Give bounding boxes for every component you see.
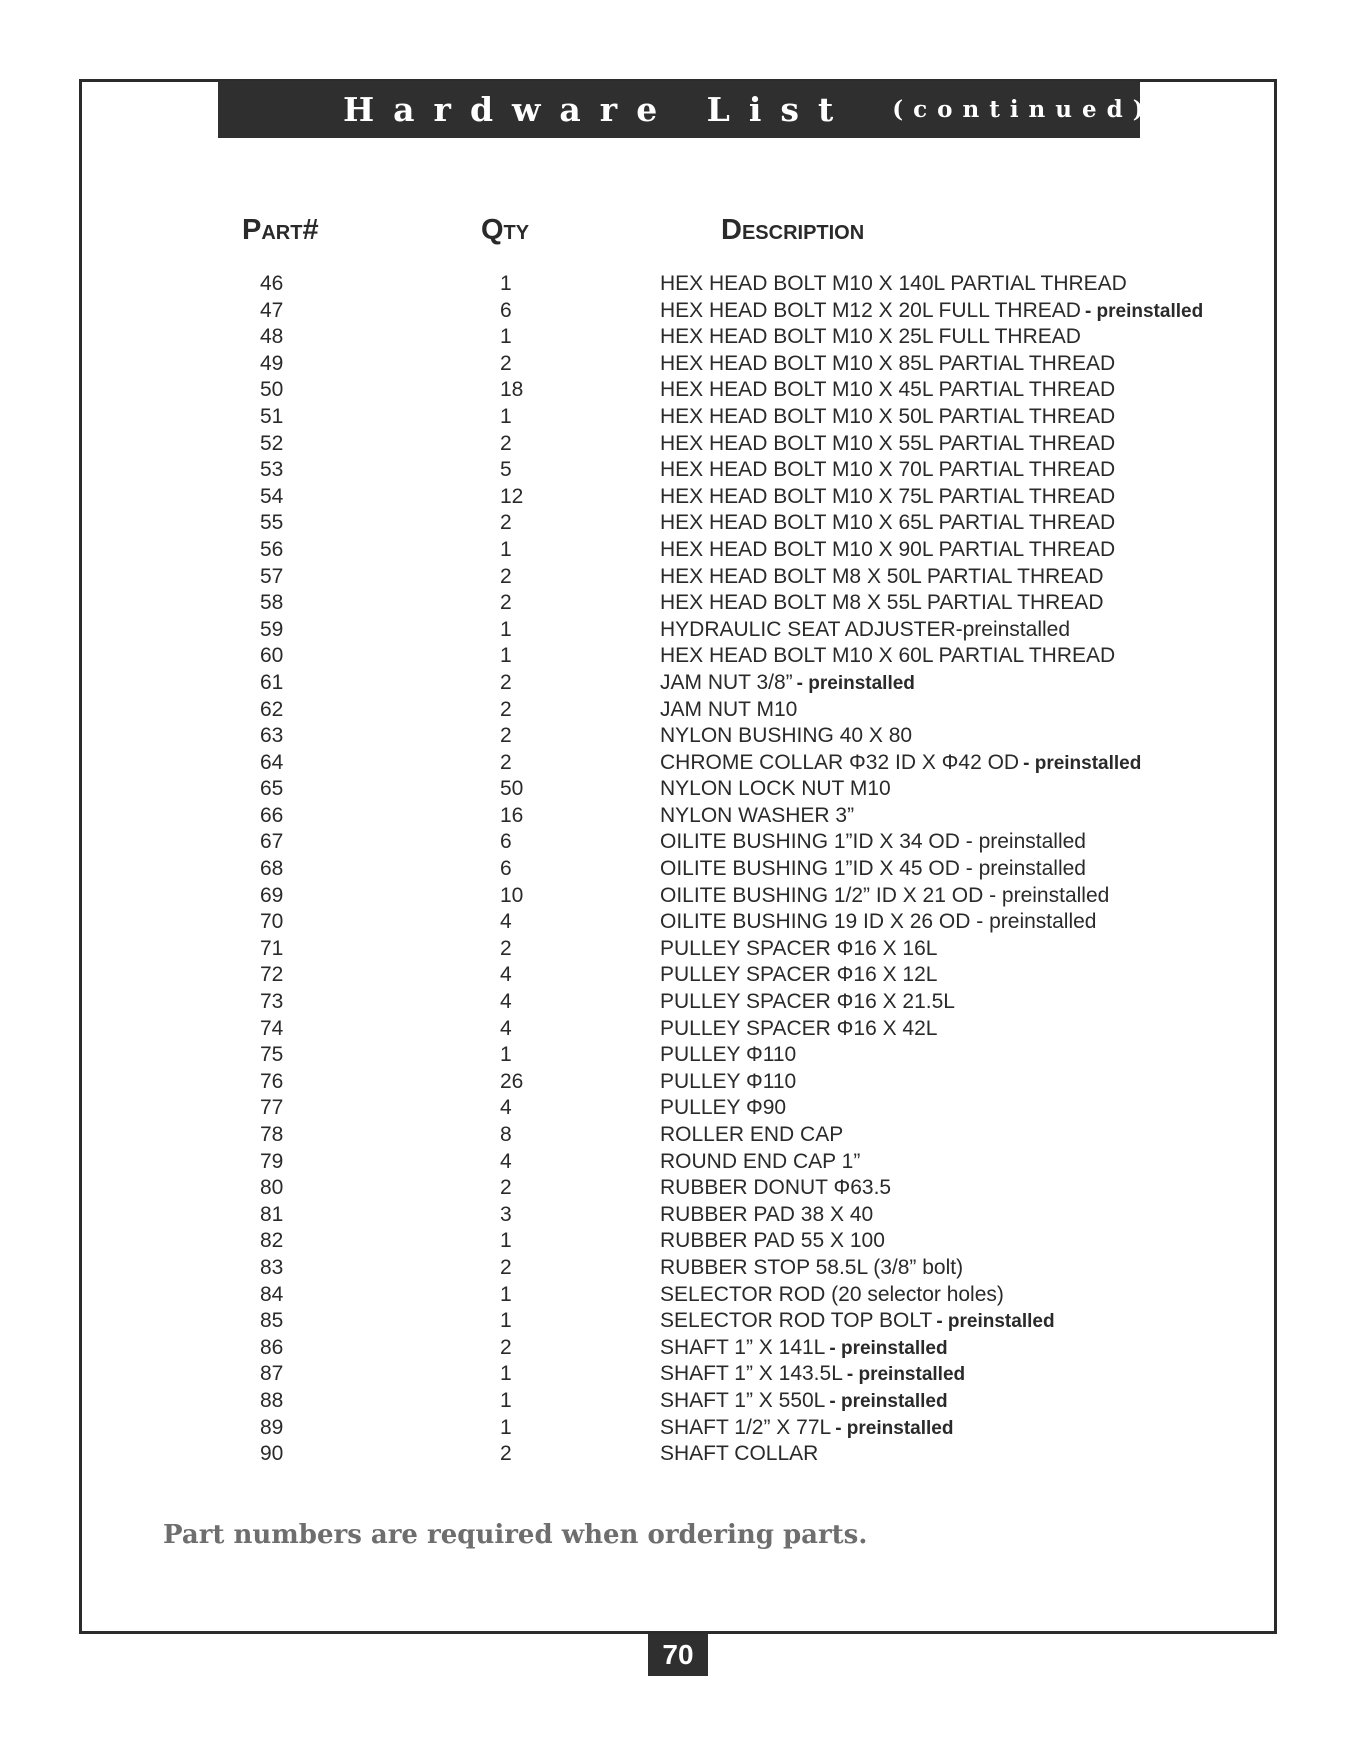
table-row	[0, 829, 1361, 856]
table-row	[0, 1122, 1361, 1149]
description-text: SHAFT 1” X 143.5L	[660, 1362, 843, 1386]
description	[660, 1122, 843, 1149]
part-number: 49	[260, 351, 284, 375]
description	[660, 909, 1097, 936]
part-number: 77	[260, 1096, 284, 1120]
part-number: 79	[260, 1149, 284, 1173]
preinstalled-note: - preinstalled	[829, 1337, 948, 1359]
description	[660, 1202, 873, 1229]
quantity: 2	[500, 724, 512, 748]
quantity: 1	[500, 1282, 512, 1306]
quantity: 4	[500, 990, 512, 1014]
description	[660, 510, 1115, 537]
page-title: Hardware List	[343, 90, 853, 129]
table-row	[0, 803, 1361, 830]
quantity: 2	[500, 1442, 512, 1466]
table-row	[0, 617, 1361, 644]
quantity: 2	[500, 1255, 512, 1279]
description-text: RUBBER PAD 38 X 40	[660, 1202, 874, 1226]
table-row	[0, 1149, 1361, 1176]
description-text: NYLON LOCK NUT M10	[660, 777, 891, 801]
description	[660, 962, 937, 989]
quantity: 16	[500, 803, 524, 827]
quantity: 2	[500, 564, 512, 588]
description	[660, 1149, 860, 1176]
part-number: 46	[260, 272, 284, 295]
description-text: ROUND END CAP 1”	[660, 1149, 861, 1173]
quantity: 1	[500, 1415, 512, 1439]
table-row	[0, 856, 1361, 883]
preinstalled-note: - preinstalled	[796, 672, 915, 694]
table-row	[0, 1441, 1361, 1468]
table-row	[0, 377, 1361, 404]
description	[660, 1388, 948, 1416]
description-text: NYLON BUSHING 40 X 80	[660, 724, 913, 748]
part-number: 57	[260, 564, 284, 588]
description	[660, 484, 1115, 511]
description-text: SHAFT 1” X 550L	[660, 1388, 826, 1412]
description-text: HEX HEAD BOLT M10 X 60L PARTIAL THREAD	[660, 644, 1116, 668]
part-number: 78	[260, 1123, 284, 1146]
description-text: HEX HEAD BOLT M8 X 55L PARTIAL THREAD	[660, 591, 1104, 615]
description-text: CHROME COLLAR Φ32 ID X Φ42 OD	[660, 750, 1020, 774]
quantity: 4	[500, 963, 512, 987]
quantity: 50	[500, 777, 524, 801]
description-text: HEX HEAD BOLT M10 X 85L PARTIAL THREAD	[660, 351, 1116, 375]
description-text: OILITE BUSHING 19 ID X 26 OD - preinstalled	[660, 910, 1097, 934]
description-text: OILITE BUSHING 1”ID X 45 OD - preinstalled	[660, 857, 1086, 881]
table-row	[0, 1361, 1361, 1388]
part-number: 73	[260, 990, 284, 1014]
preinstalled-note: - preinstalled	[1084, 300, 1204, 322]
table-row	[0, 883, 1361, 910]
part-number: 62	[260, 697, 284, 721]
quantity: 3	[500, 1202, 512, 1226]
part-number: 70	[260, 910, 284, 934]
part-number: 61	[260, 670, 284, 694]
description-text: RUBBER DONUT Φ63.5	[660, 1176, 892, 1200]
part-number: 84	[260, 1282, 284, 1306]
description-text: HEX HEAD BOLT M10 X 50L PARTIAL THREAD	[660, 404, 1116, 428]
description	[660, 271, 1127, 298]
quantity: 4	[500, 1149, 512, 1173]
table-row	[0, 1016, 1361, 1043]
quantity: 2	[500, 750, 512, 774]
description	[660, 298, 1203, 326]
description-text: OILITE BUSHING 1/2” ID X 21 OD - preinstalled	[660, 883, 1110, 907]
column-header-description: Description	[721, 214, 865, 246]
part-number: 80	[260, 1176, 284, 1200]
description	[660, 1308, 1055, 1336]
part-number: 60	[260, 644, 284, 668]
quantity: 2	[500, 511, 512, 535]
part-number: 71	[260, 936, 284, 960]
description	[660, 803, 854, 830]
description	[660, 723, 912, 750]
table-row	[0, 590, 1361, 617]
description	[660, 856, 1086, 883]
table-row	[0, 1255, 1361, 1282]
part-number: 65	[260, 777, 284, 801]
table-row	[0, 564, 1361, 591]
footnote: Part numbers are required when ordering parts.	[163, 1520, 868, 1550]
quantity: 4	[500, 1096, 512, 1120]
description-text: HEX HEAD BOLT M10 X 45L PARTIAL THREAD	[660, 378, 1116, 402]
description	[660, 989, 955, 1016]
description	[660, 643, 1115, 670]
preinstalled-note: - preinstalled	[936, 1311, 1055, 1333]
quantity: 1	[500, 644, 512, 668]
part-number: 66	[260, 803, 284, 827]
description	[660, 1175, 891, 1202]
page-subtitle: (continued)	[892, 96, 1154, 123]
description-text: PULLEY SPACER Φ16 X 16L	[660, 936, 938, 960]
description	[660, 564, 1103, 591]
description-text: HEX HEAD BOLT M10 X 90L PARTIAL THREAD	[660, 537, 1116, 561]
description-text: JAM NUT 3/8”	[660, 670, 793, 694]
description-text: HYDRAULIC SEAT ADJUSTER-preinstalled	[660, 617, 1071, 641]
part-number: 64	[260, 750, 284, 774]
table-row	[0, 1042, 1361, 1069]
table-row	[0, 431, 1361, 458]
table-row	[0, 776, 1361, 803]
description	[660, 404, 1115, 431]
part-number: 68	[260, 857, 284, 881]
description-text: PULLEY Φ110	[660, 1043, 797, 1067]
table-row	[0, 1095, 1361, 1122]
hardware-table	[0, 271, 1361, 1468]
quantity: 18	[500, 378, 524, 402]
part-number: 82	[260, 1229, 284, 1253]
description	[660, 1228, 885, 1255]
table-row	[0, 271, 1361, 298]
description-text: HEX HEAD BOLT M8 X 50L PARTIAL THREAD	[660, 564, 1104, 588]
table-row	[0, 1175, 1361, 1202]
description	[660, 590, 1103, 617]
description-text: NYLON WASHER 3”	[660, 803, 855, 827]
table-row	[0, 351, 1361, 378]
column-header-qty: Qty	[481, 214, 530, 246]
description-text: HEX HEAD BOLT M10 X 25L FULL THREAD	[660, 325, 1081, 349]
table-row	[0, 723, 1361, 750]
part-number: 74	[260, 1016, 284, 1040]
quantity: 1	[500, 1362, 512, 1386]
preinstalled-note: - preinstalled	[1023, 752, 1142, 774]
title-bar	[218, 81, 1154, 138]
quantity: 1	[500, 404, 512, 428]
part-number: 63	[260, 724, 284, 748]
description	[660, 1016, 937, 1043]
description-text: SHAFT 1” X 141L	[660, 1335, 826, 1359]
description	[660, 1441, 818, 1468]
quantity: 10	[500, 883, 524, 907]
description	[660, 351, 1115, 378]
table-row	[0, 1308, 1361, 1335]
quantity: 6	[500, 830, 512, 854]
part-number: 90	[260, 1442, 284, 1466]
description	[660, 1361, 965, 1389]
description	[660, 776, 891, 803]
part-number: 52	[260, 431, 284, 455]
description	[660, 750, 1141, 778]
description-text: PULLEY SPACER Φ16 X 42L	[660, 1016, 938, 1040]
part-number: 89	[260, 1415, 284, 1439]
description	[660, 670, 915, 698]
description-text: PULLEY Φ110	[660, 1069, 797, 1093]
table-row	[0, 298, 1361, 325]
quantity: 1	[500, 1229, 512, 1253]
table-row	[0, 670, 1361, 697]
table-row	[0, 1335, 1361, 1362]
column-header-part: Part#	[242, 214, 319, 246]
description	[660, 1095, 786, 1122]
quantity: 2	[500, 1335, 512, 1359]
part-number: 67	[260, 830, 284, 854]
part-number: 83	[260, 1255, 284, 1279]
description	[660, 537, 1115, 564]
table-row	[0, 457, 1361, 484]
part-number: 69	[260, 883, 284, 907]
description	[660, 697, 797, 724]
description-text: SHAFT 1/2” X 77L	[660, 1415, 832, 1439]
table-row	[0, 962, 1361, 989]
part-number: 55	[260, 511, 284, 535]
part-number: 88	[260, 1388, 284, 1412]
part-number: 48	[260, 325, 284, 349]
quantity: 4	[500, 910, 512, 934]
quantity: 1	[500, 617, 512, 641]
quantity: 1	[500, 1043, 512, 1067]
description	[660, 936, 937, 963]
preinstalled-note: - preinstalled	[835, 1417, 954, 1439]
description	[660, 377, 1115, 404]
description-text: RUBBER STOP 58.5L (3/8” bolt)	[660, 1255, 964, 1279]
description	[660, 1042, 796, 1069]
table-row	[0, 1282, 1361, 1309]
table-row	[0, 1415, 1361, 1442]
description-text: SELECTOR ROD TOP BOLT	[660, 1309, 933, 1333]
table-row	[0, 643, 1361, 670]
description	[660, 883, 1109, 910]
part-number: 50	[260, 378, 284, 402]
part-number: 85	[260, 1309, 284, 1333]
description	[660, 1069, 796, 1096]
part-number: 86	[260, 1335, 284, 1359]
table-row	[0, 484, 1361, 511]
description-text: HEX HEAD BOLT M10 X 55L PARTIAL THREAD	[660, 431, 1116, 455]
quantity: 2	[500, 1176, 512, 1200]
part-number: 51	[260, 404, 284, 428]
quantity: 4	[500, 1016, 512, 1040]
table-row	[0, 404, 1361, 431]
description-text: PULLEY SPACER Φ16 X 12L	[660, 963, 938, 987]
description-text: SHAFT COLLAR	[660, 1442, 819, 1466]
description-text: HEX HEAD BOLT M10 X 70L PARTIAL THREAD	[660, 458, 1116, 482]
quantity: 12	[500, 484, 524, 508]
part-number: 53	[260, 458, 284, 482]
description	[660, 1255, 963, 1282]
description-text: HEX HEAD BOLT M10 X 140L PARTIAL THREAD	[660, 272, 1127, 295]
description-text: PULLEY SPACER Φ16 X 21.5L	[660, 990, 955, 1014]
description	[660, 431, 1115, 458]
description-text: SELECTOR ROD (20 selector holes)	[660, 1282, 1004, 1306]
quantity: 2	[500, 351, 512, 375]
part-number: 87	[260, 1362, 284, 1386]
description-text: PULLEY Φ90	[660, 1096, 787, 1120]
table-row	[0, 510, 1361, 537]
description	[660, 1335, 948, 1363]
quantity: 8	[500, 1123, 512, 1146]
description-text: ROLLER END CAP	[660, 1123, 844, 1146]
table-row	[0, 909, 1361, 936]
table-row	[0, 1202, 1361, 1229]
table-row	[0, 1228, 1361, 1255]
description-text: HEX HEAD BOLT M12 X 20L FULL THREAD	[660, 298, 1081, 322]
part-number: 59	[260, 617, 284, 641]
quantity: 1	[500, 1388, 512, 1412]
table-row	[0, 697, 1361, 724]
description	[660, 324, 1081, 351]
part-number: 81	[260, 1202, 284, 1226]
description-text: JAM NUT M10	[660, 697, 798, 721]
preinstalled-note: - preinstalled	[846, 1364, 966, 1386]
preinstalled-note: - preinstalled	[829, 1390, 948, 1412]
quantity: 2	[500, 670, 512, 694]
part-number: 72	[260, 963, 284, 987]
description-text: HEX HEAD BOLT M10 X 75L PARTIAL THREAD	[660, 484, 1116, 508]
part-number: 75	[260, 1043, 284, 1067]
description	[660, 617, 1070, 644]
quantity: 1	[500, 537, 512, 561]
description-text: RUBBER PAD 55 X 100	[660, 1229, 885, 1253]
description	[660, 1415, 953, 1443]
description-text: OILITE BUSHING 1”ID X 34 OD - preinstalled	[660, 830, 1086, 854]
part-number: 47	[260, 298, 284, 322]
part-number: 56	[260, 537, 284, 561]
quantity: 2	[500, 591, 512, 615]
quantity: 5	[500, 458, 512, 482]
description-text: HEX HEAD BOLT M10 X 65L PARTIAL THREAD	[660, 511, 1116, 535]
page-number: 70	[648, 1634, 708, 1676]
description	[660, 1282, 1004, 1309]
part-number: 58	[260, 591, 284, 615]
quantity: 2	[500, 697, 512, 721]
table-row	[0, 1069, 1361, 1096]
quantity: 6	[500, 298, 512, 322]
quantity: 1	[500, 1309, 512, 1333]
quantity: 2	[500, 431, 512, 455]
quantity: 6	[500, 857, 512, 881]
part-number: 76	[260, 1069, 284, 1093]
description	[660, 457, 1115, 484]
table-row	[0, 750, 1361, 777]
part-number: 54	[260, 484, 284, 508]
table-row	[0, 1388, 1361, 1415]
description	[660, 829, 1086, 856]
quantity: 1	[500, 325, 512, 349]
quantity: 2	[500, 936, 512, 960]
table-row	[0, 989, 1361, 1016]
quantity: 1	[500, 272, 512, 295]
quantity: 26	[500, 1069, 524, 1093]
table-row	[0, 324, 1361, 351]
table-row	[0, 537, 1361, 564]
table-row	[0, 936, 1361, 963]
